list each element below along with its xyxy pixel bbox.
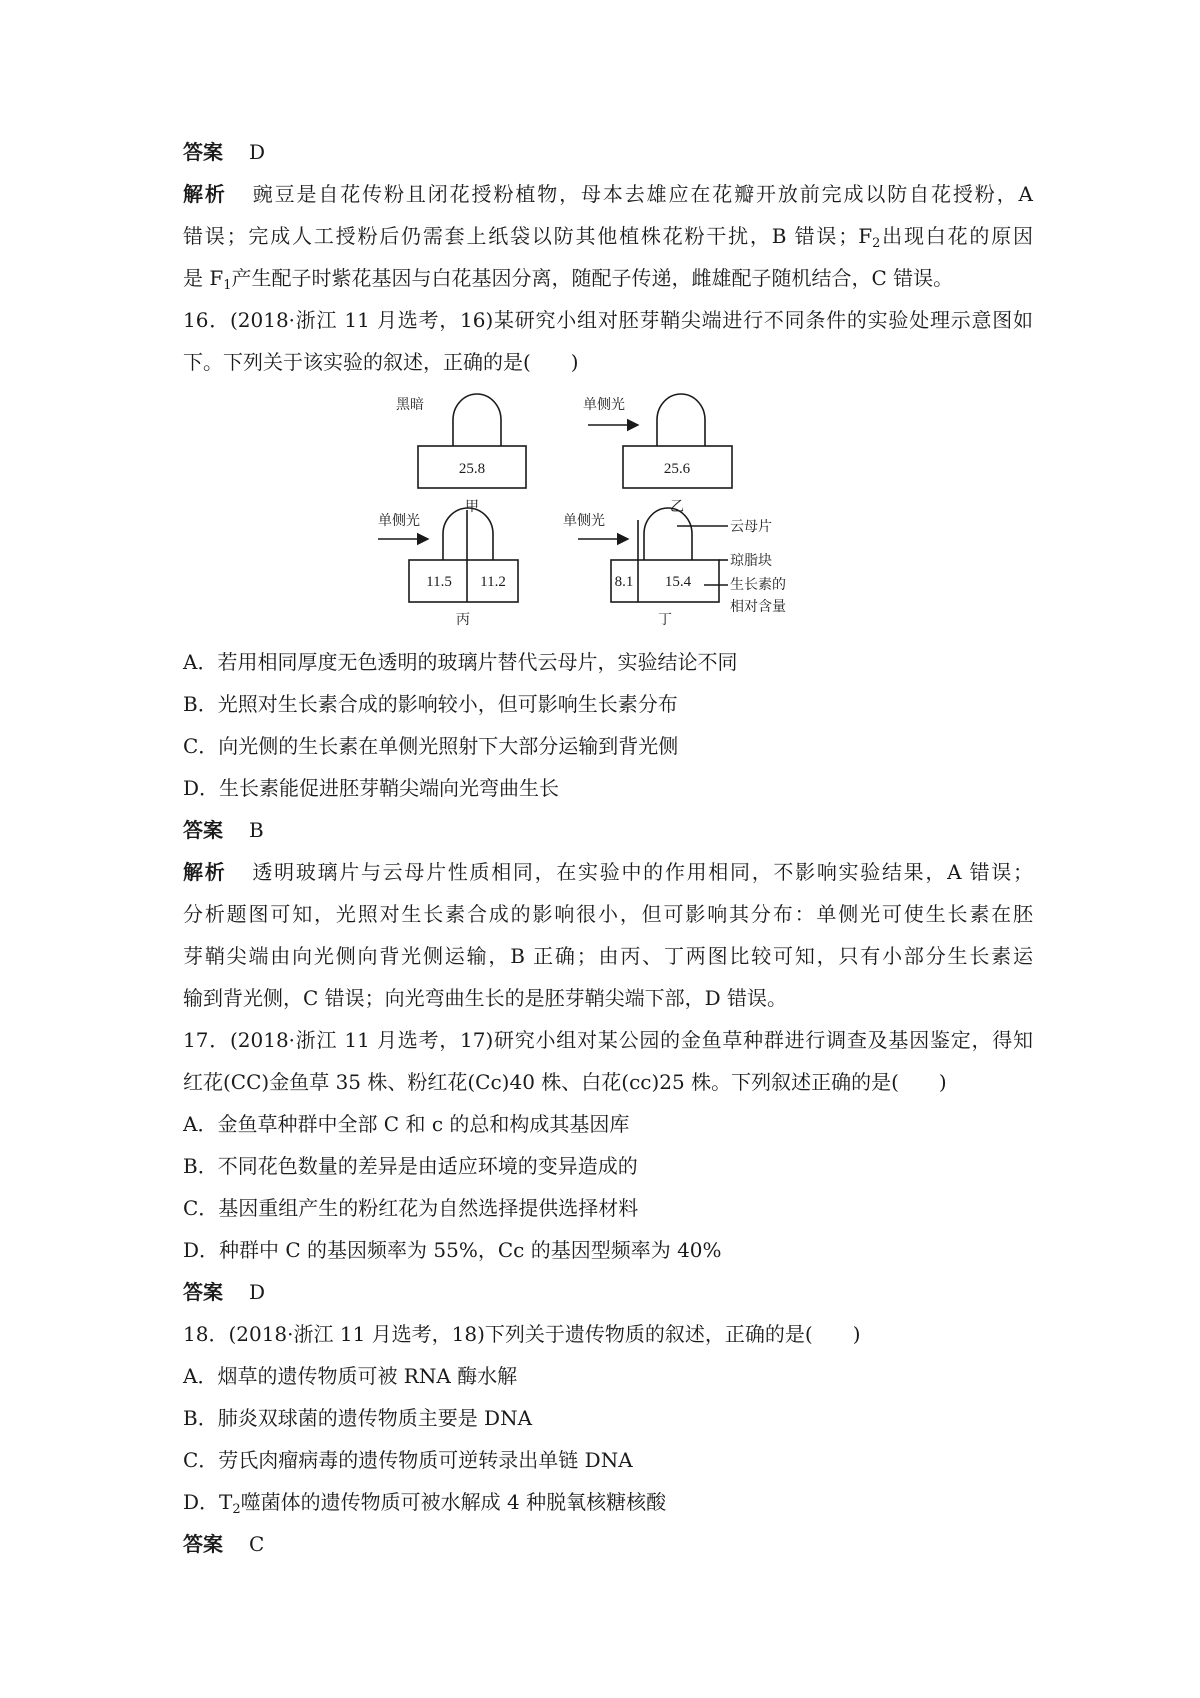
q17-stem-line-1: 17．(2018·浙江 11 月选考，17)研究小组对某公园的金鱼草种群进行调查及基因鉴定，得知 <box>183 1028 1033 1052</box>
q16-option-c: C．向光侧的生长素在单侧光照射下大部分运输到背光侧 <box>183 734 679 758</box>
auxin-value-ding-left: 8.1 <box>614 574 634 590</box>
auxin-value-ding-right: 15.4 <box>664 574 692 590</box>
analysis-label: 解析 <box>183 182 227 206</box>
q17-stem-line-2: 红花(CC)金鱼草 35 株、粉红花(Cc)40 株、白花(cc)25 株。下列叙述正确的是( ) <box>183 1070 947 1094</box>
q18-option-b: B．肺炎双球菌的遗传物质主要是 DNA <box>183 1406 533 1430</box>
document-page <box>183 140 1033 1574</box>
q18-option-a: A．烟草的遗传物质可被 RNA 酶水解 <box>183 1364 518 1388</box>
coleoptile-tip-yi <box>657 394 705 446</box>
analysis-label: 解析 <box>183 860 227 884</box>
legend-mica: 云母片 <box>730 519 772 535</box>
legend-agar: 琼脂块 <box>730 553 772 569</box>
q18-answer <box>183 1532 1033 1574</box>
answer-value: C <box>249 1532 265 1556</box>
q16-answer <box>183 818 1033 860</box>
q17-option-d: D．种群中 C 的基因频率为 55%，Cc 的基因型频率为 40% <box>183 1238 722 1262</box>
coleoptile-diagram <box>183 392 1033 650</box>
q16-option-d: D．生长素能促进胚芽鞘尖端向光弯曲生长 <box>183 776 560 800</box>
q16-stem-line-2: 下。下列关于该实验的叙述，正确的是( ) <box>183 350 579 374</box>
auxin-value-bing-left: 11.5 <box>426 574 452 590</box>
answer-label: 答案 <box>183 1280 223 1304</box>
q16-analysis-line-4: 输到背光侧，C 错误；向光弯曲生长的是胚芽鞘尖端下部，D 错误。 <box>183 986 788 1010</box>
condition-bing: 单侧光 <box>378 513 420 529</box>
auxin-value-yi: 25.6 <box>663 461 691 477</box>
auxin-value-bing-right: 11.2 <box>480 574 506 590</box>
condition-yi: 单侧光 <box>583 397 625 413</box>
q16-option-b: B．光照对生长素合成的影响较小，但可影响生长素分布 <box>183 692 678 716</box>
auxin-value-jia: 25.8 <box>458 461 486 477</box>
answer-value: B <box>249 818 264 842</box>
label-yi: 乙 <box>670 499 684 515</box>
q16-option-a: A．若用相同厚度无色透明的玻璃片替代云母片，实验结论不同 <box>183 650 738 674</box>
coleoptile-tip-ding <box>644 508 692 560</box>
q16-analysis-line-1: 解析 透明玻璃片与云母片性质相同，在实验中的作用相同，不影响实验结果，A 错误； <box>183 860 1033 884</box>
answer-label: 答案 <box>183 140 223 164</box>
condition-jia: 黑暗 <box>396 397 424 413</box>
answer-label: 答案 <box>183 818 223 842</box>
q15-answer <box>183 140 1033 182</box>
q16-analysis-line-3: 芽鞘尖端由向光侧向背光侧运输，B 正确；由丙、丁两图比较可知，只有小部分生长素运 <box>183 944 1033 968</box>
q17-option-a: A．金鱼草种群中全部 C 和 c 的总和构成其基因库 <box>183 1112 630 1136</box>
q15-analysis-line-1: 解析 豌豆是自花传粉且闭花授粉植物，母本去雄应在花瓣开放前完成以防自花授粉，A <box>183 182 1033 206</box>
answer-label: 答案 <box>183 1532 223 1556</box>
answer-value: D <box>249 140 266 164</box>
q15-analysis-line-3: 是 $F_1$产生配子时紫花基因与白花基因分离，随配子传递，雌雄配子随机结合，C 错误。 <box>183 266 954 293</box>
q17-option-b: B．不同花色数量的差异是由适应环境的变异造成的 <box>183 1154 638 1178</box>
q16-stem-line-1: 16．(2018·浙江 11 月选考，16)某研究小组对胚芽鞘尖端进行不同条件的实验处理示意图如 <box>183 308 1033 332</box>
coleoptile-experiment-figure <box>183 392 1033 650</box>
condition-ding: 单侧光 <box>563 513 605 529</box>
label-jia: 甲 <box>465 499 479 515</box>
label-ding: 丁 <box>658 612 672 628</box>
q15-analysis-line-2: 错误；完成人工授粉后仍需套上纸袋以防其他植株花粉干扰，B 错误；$F_2$出现白花的原因 <box>183 224 1033 251</box>
q18-option-d: D．$T_2$噬菌体的遗传物质可被水解成 4 种脱氧核糖核酸 <box>183 1490 667 1517</box>
legend-auxin-line-2: 相对含量 <box>730 599 786 615</box>
q18-option-c: C．劳氏肉瘤病毒的遗传物质可逆转录出单链 DNA <box>183 1448 633 1472</box>
q18-stem: 18．(2018·浙江 11 月选考，18)下列关于遗传物质的叙述，正确的是( ) <box>183 1322 861 1346</box>
coleoptile-tip-jia <box>453 394 501 446</box>
answer-value: D <box>249 1280 266 1304</box>
legend-auxin-line-1: 生长素的 <box>730 577 786 593</box>
q16-analysis-line-2: 分析题图可知，光照对生长素合成的影响很小，但可影响其分布：单侧光可使生长素在胚 <box>183 902 1033 926</box>
label-bing: 丙 <box>456 612 470 628</box>
q17-option-c: C．基因重组产生的粉红花为自然选择提供选择材料 <box>183 1196 639 1220</box>
q17-answer <box>183 1280 1033 1322</box>
coleoptile-tip-bing <box>443 508 493 560</box>
